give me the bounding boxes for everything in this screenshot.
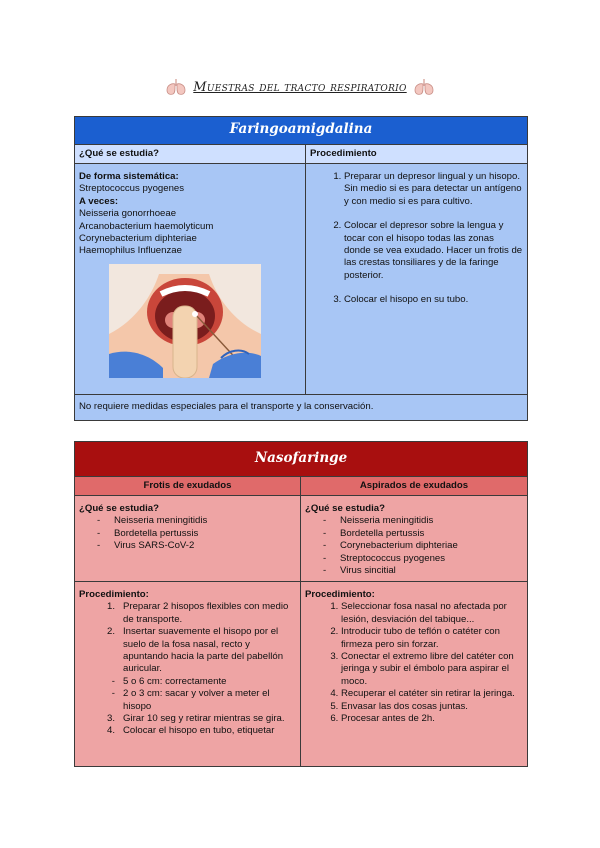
- list-item: - Bordetella pertussis: [97, 528, 296, 540]
- aspirados-proc-label: Procedimiento:: [305, 589, 375, 600]
- proc-substep: - 5 o 6 cm: correctamente: [111, 675, 227, 687]
- frotis-proc-label: Procedimiento:: [79, 589, 149, 600]
- proc-step: 4. Colocar el hisopo en tubo, etiquetar: [106, 725, 275, 737]
- list-item: - Virus sincitial: [323, 565, 523, 577]
- naso-col-right: Aspirados de exudados: [301, 477, 528, 496]
- faringo-col-left: ¿Qué se estudia?: [75, 145, 306, 164]
- proc-step: 3. Conectar el extremo libre del catéter con jeringa y subir el émbolo para aspirar el moco.: [341, 651, 523, 688]
- proc-step: 4. Recuperar el catéter sin retirar la jeringa.: [341, 688, 523, 700]
- proc-step: 2. Insertar suavemente el hisopo por el suelo de la fosa nasal, recto y apuntando hacia la parte del pabellón auricular.: [106, 626, 284, 675]
- faringo-col-right: Procedimiento: [306, 145, 528, 164]
- naso-heading: Nasofaringe: [254, 449, 348, 466]
- list-item: - Streptococcus pyogenes: [323, 553, 523, 565]
- sistematica-label: De forma sistemática:: [79, 171, 179, 182]
- frotis-estudia-list: [79, 515, 296, 552]
- aspirados-estudia-cell: [301, 496, 528, 582]
- aveces-item: Corynebacterium diphteriae: [79, 233, 197, 245]
- faringo-header: [75, 117, 528, 145]
- nasofaringe-table: [74, 441, 528, 767]
- list-item: - Neisseria meningitidis: [323, 515, 523, 527]
- sistematica-item: Streptococcus pyogenes: [79, 183, 185, 195]
- frotis-proc-list: [79, 601, 296, 737]
- proc-step: 6. Procesar antes de 2h.: [341, 713, 523, 725]
- proc-step: 1. Preparar un depresor lingual y un hisopo. Sin medio si es para detectar un antígeno y con medio si es para cultivo.: [344, 171, 523, 208]
- lungs-icon: [413, 78, 435, 96]
- aspirados-estudia-label: ¿Qué se estudia?: [305, 503, 385, 514]
- proc-substep: - 2 o 3 cm: sacar y volver a meter el hisopo: [111, 688, 270, 712]
- naso-header: [75, 442, 528, 477]
- list-item: - Bordetella pertussis: [323, 528, 523, 540]
- faringoamigdalina-table: [74, 116, 528, 421]
- throat-swab-illustration: [109, 264, 261, 378]
- proc-step: 3. Colocar el hisopo en su tubo.: [344, 294, 523, 306]
- aspirados-proc-list: [305, 601, 523, 725]
- title-row: [0, 76, 600, 98]
- lungs-icon: [165, 78, 187, 96]
- faringo-heading: Faringoamigdalina: [229, 121, 373, 138]
- page-title: Muestras del tracto respiratorio: [193, 79, 407, 95]
- faringo-estudia-cell: [75, 164, 306, 395]
- naso-col-left: Frotis de exudados: [75, 477, 301, 496]
- frotis-estudia-cell: [75, 496, 301, 582]
- aspirados-estudia-list: [305, 515, 523, 577]
- proc-step: 1. Seleccionar fosa nasal no afectada por lesión, desviación del tabique...: [341, 601, 523, 626]
- faringo-footer: No requiere medidas especiales para el transporte y la conservación.: [75, 395, 528, 421]
- aveces-item: Arcanobacterium haemolyticum: [79, 220, 214, 232]
- proc-step: 3. Girar 10 seg y retirar mientras se gira.: [106, 713, 285, 725]
- proc-step: 1. Preparar 2 hisopos flexibles con medio de transporte.: [106, 601, 289, 625]
- list-item: - Virus SARS-CoV-2: [97, 540, 296, 552]
- proc-step: 5. Envasar las dos cosas juntas.: [341, 701, 523, 713]
- frotis-procedimiento-cell: [75, 582, 301, 767]
- list-item: - Corynebacterium diphteriae: [323, 540, 523, 552]
- aveces-label: A veces:: [79, 195, 119, 207]
- proc-step: 2. Colocar el depresor sobre la lengua y tocar con el hisopo todas las zonas donde se vea exudado. Hacer un frotis de las crestas tonsiliares y de la faringe posterior.: [344, 220, 523, 282]
- aspirados-procedimiento-cell: [301, 582, 528, 767]
- aveces-item: Neisseria gonorrhoeae: [79, 208, 177, 220]
- aveces-item: Haemophilus Influenzae: [79, 245, 182, 257]
- faringo-procedimiento-cell: [306, 164, 528, 395]
- faringo-procedimiento-list: [310, 171, 523, 307]
- proc-step: 2. Introducir tubo de teflón o catéter con firmeza pero sin forzar.: [341, 626, 523, 651]
- frotis-estudia-label: ¿Qué se estudia?: [79, 503, 159, 514]
- list-item: - Neisseria meningitidis: [97, 515, 296, 527]
